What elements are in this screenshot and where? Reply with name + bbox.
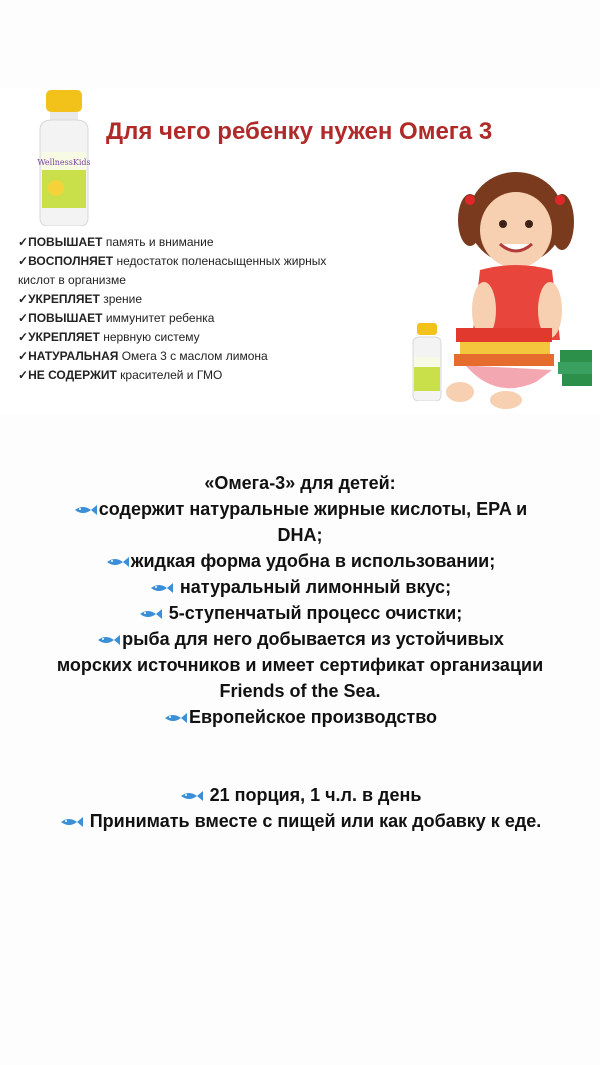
- benefit-item: ✓НАТУРАЛЬНАЯ Омега 3 с маслом лимона: [18, 349, 268, 363]
- fish-icon: [163, 712, 187, 724]
- benefit-item: ✓УКРЕПЛЯЕТ нервную систему: [18, 330, 200, 344]
- info-item-continued: Friends of the Sea.: [219, 681, 381, 701]
- fish-icon: [149, 582, 173, 594]
- spacer: [20, 730, 580, 782]
- fish-icon: [59, 816, 83, 828]
- info-item: жидкая форма удобна в использовании;: [20, 548, 580, 574]
- svg-text:WellnessKids: WellnessKids: [37, 158, 91, 167]
- dosage-line: 21 порция, 1 ч.л. в день: [20, 782, 580, 808]
- benefit-item: ✓ПОВЫШАЕТ память и внимание: [18, 235, 214, 249]
- benefit-item: ✓ПОВЫШАЕТ иммунитет ребенка: [18, 311, 215, 325]
- child-with-books-illustration: [436, 160, 596, 410]
- benefit-item: кислот в организме: [18, 273, 126, 287]
- info-item: содержит натуральные жирные кислоты, EPA и: [20, 496, 580, 522]
- page-title: Для чего ребенку нужен Омега 3: [106, 118, 493, 145]
- fish-icon: [138, 608, 162, 620]
- fish-icon: [96, 634, 120, 646]
- fish-icon: [105, 556, 129, 568]
- product-bottle-image: [30, 90, 98, 226]
- info-item: Европейское производство: [20, 704, 580, 730]
- usage-line: Принимать вместе с пищей или как добавку к еде.: [20, 808, 580, 834]
- info-item: 5-ступенчатый процесс очистки;: [20, 600, 580, 626]
- info-heading: «Омега-3» для детей:: [204, 473, 396, 493]
- benefit-item: ✓НЕ СОДЕРЖИТ красителей и ГМО: [18, 368, 223, 382]
- info-item-continued: морских источников и имеет сертификат организации: [56, 655, 544, 675]
- info-item-continued: DHA;: [277, 525, 323, 545]
- benefit-item: ✓ВОСПОЛНЯЕТ недостаток поленасыщенных жирных: [18, 254, 327, 268]
- info-item: натуральный лимонный вкус;: [20, 574, 580, 600]
- info-item: рыба для него добывается из устойчивых: [20, 626, 580, 652]
- benefit-item: ✓УКРЕПЛЯЕТ зрение: [18, 292, 143, 306]
- fish-icon: [73, 504, 97, 516]
- fish-icon: [179, 790, 203, 802]
- benefits-list: [18, 233, 398, 385]
- product-info-block: [20, 470, 580, 834]
- product-bottle-small-image: [408, 323, 446, 401]
